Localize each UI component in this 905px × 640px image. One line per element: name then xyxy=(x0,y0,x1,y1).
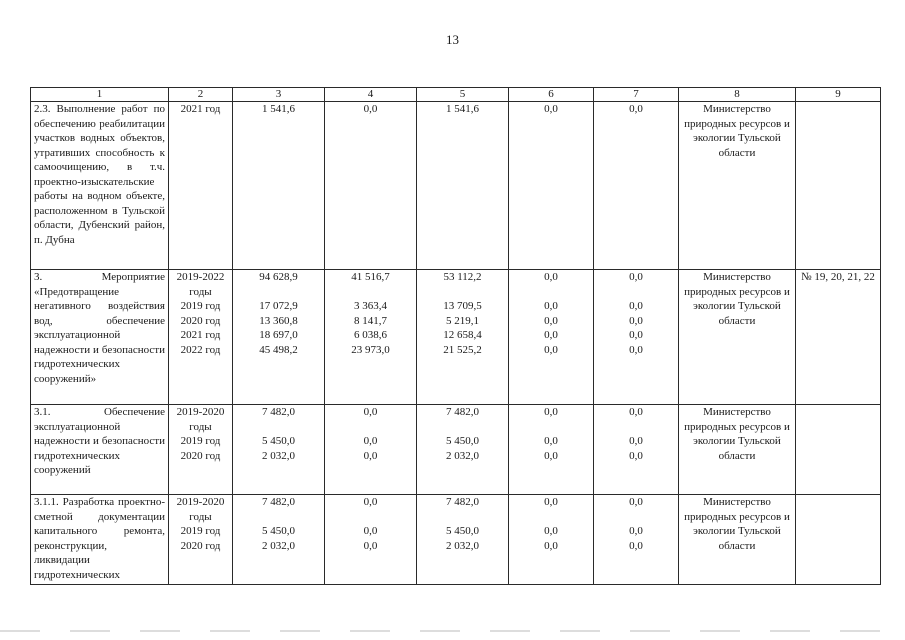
cell-value: 0,0 xyxy=(629,449,643,462)
measure-name-cell: 3. Мероприятие «Предотвращение негативного воздействия вод, обеспечение эксплуатационной надежности и безопасности гидротехнических сооружений» xyxy=(31,270,169,405)
measure-name-cell: 2.3. Выполнение работ по обеспечению реабилитации участков водных объектов, утративших способность к самоочищению, в т.ч. проектно-изыскательские работы на водном объекте, расположенном в Тульской области, Дубенский район, п. Дубна xyxy=(31,102,169,270)
cell-value: 5 450,0 xyxy=(446,525,479,537)
cell-value: 0,0 xyxy=(544,406,558,418)
federal-budget-cell xyxy=(325,102,417,270)
period-cell xyxy=(169,405,233,495)
cell-value: 0,0 xyxy=(629,314,643,327)
cell-value: 0,0 xyxy=(363,449,378,462)
cell-value: 23 973,0 xyxy=(351,343,390,356)
line-spacer xyxy=(236,510,321,525)
cell-value: 0,0 xyxy=(544,496,558,508)
cell-value: 0,0 xyxy=(544,314,558,327)
cell-value: 2 032,0 xyxy=(446,539,479,552)
cell-value: 0,0 xyxy=(544,435,558,447)
measure-name-cell: 3.1. Обеспечение эксплуатационной надежности и безопасности гидротехнических сооружений xyxy=(31,405,169,495)
federal-budget-cell xyxy=(325,495,417,585)
cell-value: 0,0 xyxy=(544,449,558,462)
line-spacer xyxy=(512,285,590,300)
total-amount-cell xyxy=(233,270,325,405)
executor-cell: Министерство природных ресурсов и экологии Тульской области xyxy=(679,495,796,585)
cell-value: 2021 год xyxy=(180,329,221,341)
line-spacer xyxy=(328,285,413,300)
cell-value: 2019-2022 годы xyxy=(176,271,225,298)
cell-value: 0,0 xyxy=(544,271,558,283)
cell-value: 5 450,0 xyxy=(262,435,295,447)
cell-value: 0,0 xyxy=(629,435,643,447)
cell-value: 41 516,7 xyxy=(351,271,390,283)
cell-value: 13 709,5 xyxy=(443,300,482,312)
line-spacer xyxy=(420,285,505,300)
cell-value: 0,0 xyxy=(363,525,378,537)
cell-value: 0,0 xyxy=(363,496,378,508)
cell-value: 0,0 xyxy=(629,271,643,283)
cell-value: 2022 год xyxy=(180,343,221,356)
line-spacer xyxy=(420,420,505,435)
line-spacer xyxy=(512,510,590,525)
program-table xyxy=(30,87,881,585)
local-budget-cell xyxy=(509,270,594,405)
regional-budget-cell xyxy=(417,270,509,405)
cell-value: 2020 год xyxy=(180,539,221,552)
regional-budget-cell xyxy=(417,102,509,270)
indicator-refs-cell xyxy=(796,102,881,270)
line-spacer xyxy=(236,420,321,435)
federal-budget-cell xyxy=(325,270,417,405)
column-number-5: 5 xyxy=(417,88,509,102)
column-number-4: 4 xyxy=(325,88,417,102)
cell-value: 17 072,9 xyxy=(259,300,298,312)
table-row xyxy=(31,405,881,495)
line-spacer xyxy=(512,420,590,435)
cell-value: 3 363,4 xyxy=(354,300,387,312)
extra-budget-cell xyxy=(594,495,679,585)
cell-value: 45 498,2 xyxy=(259,343,298,356)
line-spacer xyxy=(420,510,505,525)
column-number-3: 3 xyxy=(233,88,325,102)
cell-value: 12 658,4 xyxy=(443,329,482,341)
cell-value: 0,0 xyxy=(629,300,643,312)
cell-value: 2019 год xyxy=(180,525,221,537)
indicator-refs-cell: № 19, 20, 21, 22 xyxy=(796,270,881,405)
cell-value: 0,0 xyxy=(629,103,643,115)
cell-value: 94 628,9 xyxy=(259,271,298,283)
period-cell xyxy=(169,495,233,585)
cell-value: 18 697,0 xyxy=(259,329,298,341)
cell-value: 0,0 xyxy=(629,343,643,356)
page-number: 13 xyxy=(446,32,459,47)
cell-value: 8 141,7 xyxy=(354,314,387,327)
column-number-9: 9 xyxy=(796,88,881,102)
cell-value: 0,0 xyxy=(544,343,558,356)
cell-value: 0,0 xyxy=(544,539,558,552)
cell-value: 2019 год xyxy=(180,300,221,312)
column-number-2: 2 xyxy=(169,88,233,102)
cell-value: 0,0 xyxy=(363,406,378,418)
cell-value: 53 112,2 xyxy=(443,271,482,283)
cell-value: 1 541,6 xyxy=(446,103,479,115)
total-amount-cell xyxy=(233,102,325,270)
indicator-refs-cell xyxy=(796,495,881,585)
cell-value: 2 032,0 xyxy=(446,449,479,462)
executor-cell: Министерство природных ресурсов и экологии Тульской области xyxy=(679,270,796,405)
cell-value: 0,0 xyxy=(544,300,558,312)
executor-cell: Министерство природных ресурсов и экологии Тульской области xyxy=(679,102,796,270)
cell-value: 1 541,6 xyxy=(262,103,295,115)
cell-value: 0,0 xyxy=(629,496,643,508)
cell-value: 7 482,0 xyxy=(262,406,295,418)
extra-budget-cell xyxy=(594,102,679,270)
cell-value: 0,0 xyxy=(629,525,643,537)
total-amount-cell xyxy=(233,495,325,585)
line-spacer xyxy=(597,285,675,300)
cell-value: 0,0 xyxy=(629,539,643,552)
line-spacer xyxy=(236,285,321,300)
cell-value: 0,0 xyxy=(363,103,378,115)
cell-value: 2021 год xyxy=(180,103,221,115)
scan-edge-artifact xyxy=(0,630,905,632)
cell-value: 0,0 xyxy=(544,525,558,537)
cell-value: 0,0 xyxy=(629,406,643,418)
period-cell xyxy=(169,102,233,270)
cell-value: 2019-2020 годы xyxy=(176,406,225,433)
cell-value: 2 032,0 xyxy=(262,449,295,462)
cell-value: 5 450,0 xyxy=(262,525,295,537)
cell-value: 0,0 xyxy=(544,103,558,115)
line-spacer xyxy=(597,510,675,525)
cell-value: 0,0 xyxy=(363,435,378,447)
cell-value: 5 219,1 xyxy=(446,314,479,327)
local-budget-cell xyxy=(509,405,594,495)
cell-value: 7 482,0 xyxy=(446,406,479,418)
extra-budget-cell xyxy=(594,270,679,405)
cell-value: 7 482,0 xyxy=(262,496,295,508)
regional-budget-cell xyxy=(417,495,509,585)
cell-value: 2019-2020 годы xyxy=(176,496,225,523)
column-number-6: 6 xyxy=(509,88,594,102)
cell-value: 0,0 xyxy=(629,329,643,341)
cell-value: 2020 год xyxy=(180,314,221,327)
cell-value: 2019 год xyxy=(180,435,221,447)
cell-value: 0,0 xyxy=(363,539,378,552)
period-cell xyxy=(169,270,233,405)
cell-value: 2020 год xyxy=(180,449,221,462)
federal-budget-cell xyxy=(325,405,417,495)
extra-budget-cell xyxy=(594,405,679,495)
total-amount-cell xyxy=(233,405,325,495)
local-budget-cell xyxy=(509,102,594,270)
executor-cell: Министерство природных ресурсов и экологии Тульской области xyxy=(679,405,796,495)
cell-value: 7 482,0 xyxy=(446,496,479,508)
cell-value: 13 360,8 xyxy=(259,314,298,327)
column-number-8: 8 xyxy=(679,88,796,102)
cell-value: 6 038,6 xyxy=(354,329,387,341)
regional-budget-cell xyxy=(417,405,509,495)
indicator-refs-cell xyxy=(796,405,881,495)
table-row xyxy=(31,495,881,585)
line-spacer xyxy=(328,420,413,435)
line-spacer xyxy=(597,420,675,435)
measure-name-cell: 3.1.1. Разработка проектно-сметной документации капитального ремонта, реконструкции, ликвидации гидротехнических xyxy=(31,495,169,585)
table-header-row xyxy=(31,88,881,102)
table-row xyxy=(31,270,881,405)
cell-value: 2 032,0 xyxy=(262,539,295,552)
column-number-7: 7 xyxy=(594,88,679,102)
local-budget-cell xyxy=(509,495,594,585)
table-row xyxy=(31,102,881,270)
line-spacer xyxy=(328,510,413,525)
cell-value: 5 450,0 xyxy=(446,435,479,447)
cell-value: 0,0 xyxy=(544,329,558,341)
column-number-1: 1 xyxy=(31,88,169,102)
cell-value: 21 525,2 xyxy=(443,343,482,356)
